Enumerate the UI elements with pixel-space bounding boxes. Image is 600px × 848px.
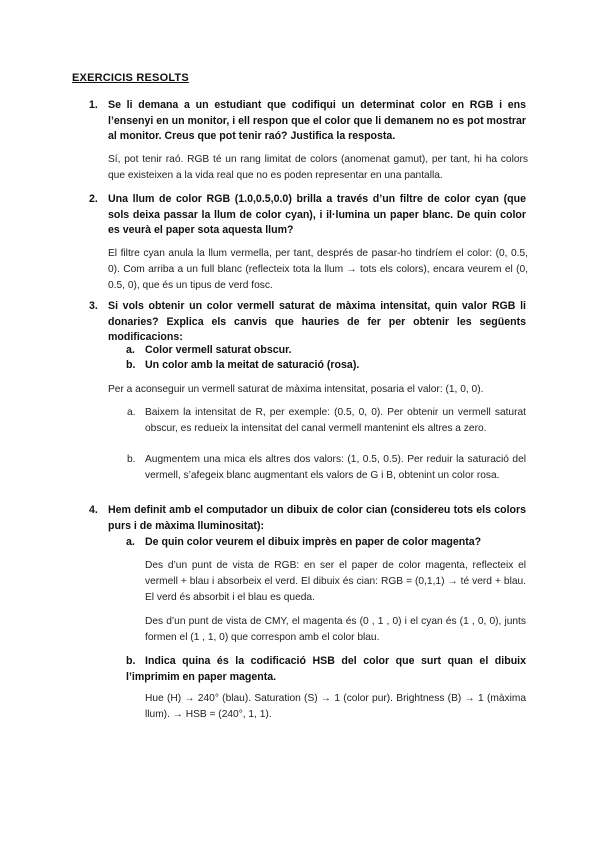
exercise-3-sub-answer-b-text: Augmentem una mica els altres dos valors: (1, 0.5, 0.5). Per reduir la saturació del vermell, s’afegeix blanc augmentant els valors de G i B, obtenint un color rosa. bbox=[145, 454, 526, 482]
exercise-3-answer: Per a aconseguir un vermell saturat de màxima intensitat, posaria el valor: (1, 0, 0). bbox=[108, 384, 484, 395]
exercise-4-number: 4. bbox=[89, 504, 98, 516]
exercise-4-sub-a bbox=[126, 535, 526, 551]
exercise-3-question-text: Si vols obtenir un color vermell saturat de màxima intensitat, quin valor RGB li donaries? Explica els canvis que hauries de fer per obtenir les següents modificacions: bbox=[108, 300, 526, 344]
exercise-4-sub-b-text: Indica quina és la codificació HSB del color que surt quan el dibuix l’imprimim en paper magenta. bbox=[126, 655, 526, 683]
exercise-1-question bbox=[89, 98, 526, 145]
exercise-3-sub-answer-b bbox=[127, 452, 526, 484]
exercise-2-answer: El filtre cyan anula la llum vermella, per tant, després de pasar-ho tindríem el color: (0, 0.5, 0). Com arriba a un full blanc (reflecteix tota la llum → tots els colors), encara veurem el (0, 0.5, 0), que és un tipus de verd fosc. bbox=[108, 248, 528, 292]
exercise-3-sub-a bbox=[126, 343, 292, 359]
exercise-3-sub-b-text: Un color amb la meitat de saturació (rosa). bbox=[145, 359, 360, 371]
exercise-3-sub-answer-b-letter: b. bbox=[127, 454, 136, 465]
exercise-4-sub-b-letter: b. bbox=[126, 655, 136, 667]
exercise-4-sub-b bbox=[126, 654, 526, 685]
exercise-3-number: 3. bbox=[89, 300, 98, 312]
exercise-2-question-text: Una llum de color RGB (1.0,0.5,0.0) brilla a través d’un filtre de color cyan (que sols deixa passar la llum de color cyan), i il·lumina un paper blanc. De quin color es veurà el paper sota aquesta llum? bbox=[108, 193, 526, 237]
exercise-3-sub-b bbox=[126, 358, 359, 374]
exercise-4-sub-a-text: De quin color veurem el dibuix imprès en paper de color magenta? bbox=[145, 536, 482, 548]
exercise-4-question-text: Hem definit amb el computador un dibuix de color cian (considereu tots els colors purs i de màxima lluminositat): bbox=[108, 504, 526, 532]
exercise-3-sub-a-text: Color vermell saturat obscur. bbox=[145, 344, 292, 356]
exercise-2-question bbox=[89, 192, 526, 239]
page-heading: EXERCICIS RESOLTS bbox=[72, 72, 189, 84]
exercise-2-number: 2. bbox=[89, 193, 98, 205]
exercise-4-sub-a-answer-2: Des d’un punt de vista de CMY, el magenta és (0 , 1 , 0) i el cyan és (1 , 0, 0), junts formen el (1 , 1, 0) que correspon amb el color blau. bbox=[145, 616, 526, 644]
exercise-4-sub-b-answer: Hue (H) → 240° (blau). Saturation (S) → 1 (color pur). Brightness (B) → 1 (màxima llum). → HSB = (240°, 1, 1). bbox=[145, 693, 526, 721]
exercise-4-question bbox=[89, 503, 526, 534]
exercise-3-question bbox=[89, 299, 526, 346]
exercise-3-sub-answer-a-letter: a. bbox=[127, 407, 136, 418]
exercise-1-number: 1. bbox=[89, 99, 98, 111]
exercise-3-sub-answer-a bbox=[127, 405, 526, 437]
exercise-1-question-text: Se li demana a un estudiant que codifiqui un determinat color en RGB i ens l’ensenyi en un monitor, i ell respon que el color que li demanem no es pot mostrar al monitor. Creus que pot tenir raó? Justifica la resposta. bbox=[108, 99, 526, 143]
exercise-3-sub-a-letter: a. bbox=[126, 344, 135, 356]
exercise-4-sub-a-letter: a. bbox=[126, 536, 135, 548]
exercise-1-answer: Sí, pot tenir raó. RGB té un rang limitat de colors (anomenat gamut), per tant, hi ha colors que existeixen a la vida real que no es poden representar en una pantalla. bbox=[108, 154, 528, 182]
exercise-3-sub-b-letter: b. bbox=[126, 359, 136, 371]
exercise-4-sub-a-answer-1: Des d’un punt de vista de RGB: en ser el paper de color magenta, reflecteix el vermell + blau i absorbeix el verd. El dibuix és cian: RGB = (0,1,1) → té verd + blau. El verd és absorbit i el blau es queda. bbox=[145, 560, 526, 604]
exercise-3-sub-answer-a-text: Baixem la intensitat de R, per exemple: (0.5, 0, 0). Per obtenir un vermell saturat obscur, es redueix la intensitat del canal vermell mantenint els altres a zero. bbox=[145, 407, 526, 435]
